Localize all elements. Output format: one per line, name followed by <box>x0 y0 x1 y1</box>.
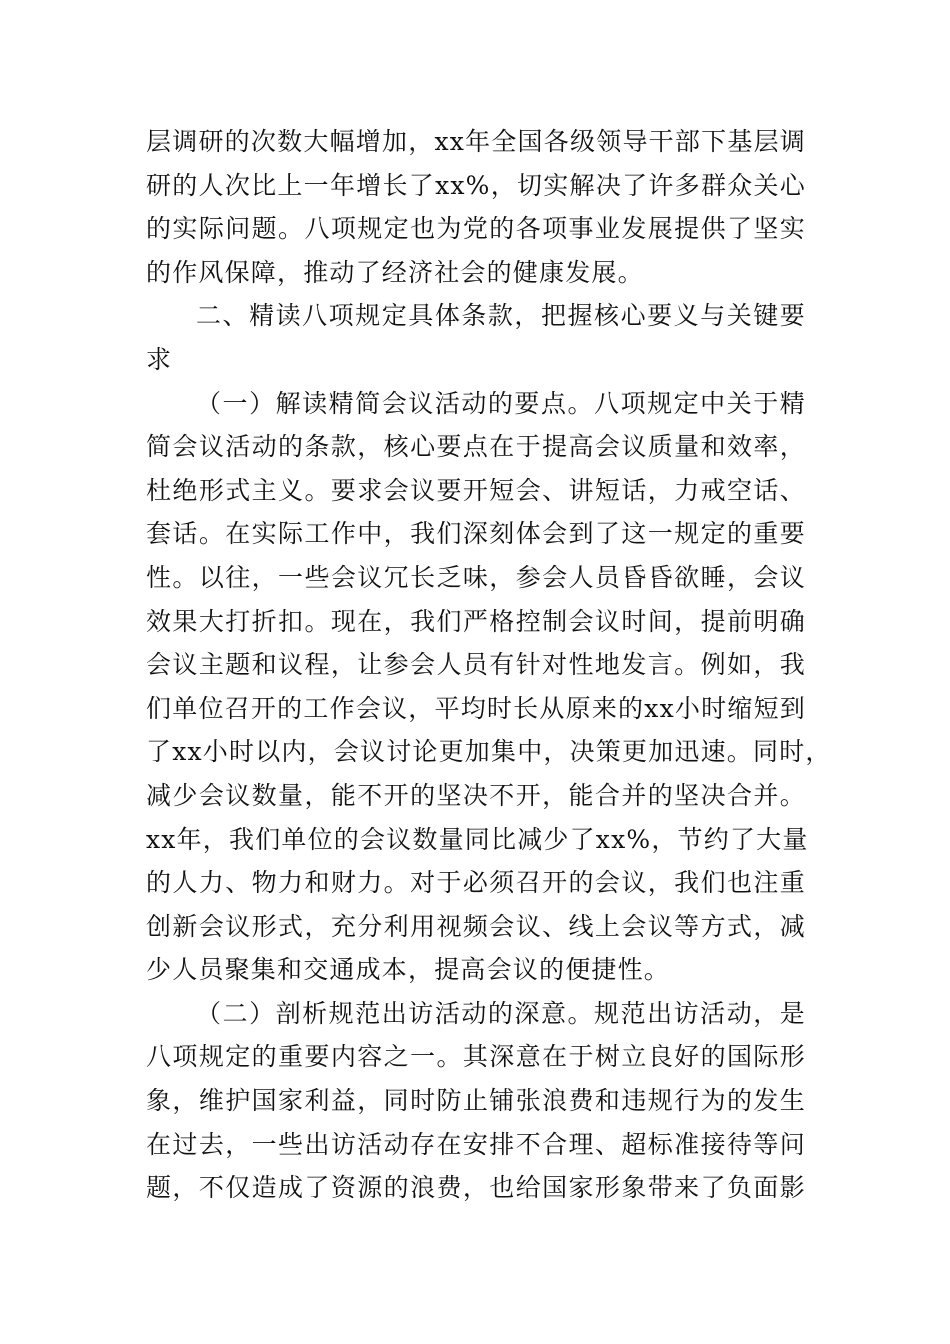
text-line: 少人员聚集和交通成本，提高会议的便捷性。 <box>146 955 671 985</box>
text-line: xx年，我们单位的会议数量同比减少了xx%，节约了大量 <box>146 824 809 854</box>
text-line: 二、精读八项规定具体条款，把握核心要义与关键要 <box>196 301 806 331</box>
text-line: 简会议活动的条款，核心要点在于提高会议质量和效率， <box>146 432 806 462</box>
text-line: 题，不仅造成了资源的浪费，也给国家形象带来了负面影 <box>146 1173 806 1203</box>
text-line: 八项规定的重要内容之一。其深意在于树立良好的国际形 <box>146 1042 806 1072</box>
text-line: 层调研的次数大幅增加，xx年全国各级领导干部下基层调 <box>146 127 806 156</box>
text-line: 求 <box>146 344 173 374</box>
text-line: 在过去，一些出访活动存在安排不合理、超标准接待等问 <box>146 1129 806 1159</box>
text-line: 研的人次比上一年增长了xx%，切实解决了许多群众关心 <box>146 170 806 200</box>
document-body <box>146 120 832 1210</box>
text-line: 效果大打折扣。现在，我们严格控制会议时间，提前明确 <box>146 606 806 636</box>
text-line: （二）剖析规范出访活动的深意。规范出访活动，是 <box>196 998 806 1028</box>
text-line: 了xx小时以内，会议讨论更加集中，决策更加迅速。同时， <box>146 737 832 767</box>
text-line: 们单位召开的工作会议，平均时长从原来的xx小时缩短到 <box>146 693 806 723</box>
text-line: 的实际问题。八项规定也为党的各项事业发展提供了坚实 <box>146 214 806 244</box>
text-line: 性。以往，一些会议冗长乏味，参会人员昏昏欲睡，会议 <box>146 562 806 592</box>
text-line: （一）解读精简会议活动的要点。八项规定中关于精 <box>196 388 806 418</box>
text-line: 杜绝形式主义。要求会议要开短会、讲短话，力戒空话、 <box>146 475 806 505</box>
text-line: 减少会议数量，能不开的坚决不开，能合并的坚决合并。 <box>146 780 806 810</box>
text-line: 套话。在实际工作中，我们深刻体会到了这一规定的重要 <box>146 519 806 549</box>
text-line: 的人力、物力和财力。对于必须召开的会议，我们也注重 <box>146 868 806 898</box>
text-line: 创新会议形式，充分利用视频会议、线上会议等方式，减 <box>146 911 806 941</box>
text-line: 象，维护国家利益，同时防止铺张浪费和违规行为的发生 <box>146 1086 806 1116</box>
text-line: 的作风保障，推动了经济社会的健康发展。 <box>146 257 644 287</box>
text-line: 会议主题和议程，让参会人员有针对性地发言。例如，我 <box>146 650 806 680</box>
